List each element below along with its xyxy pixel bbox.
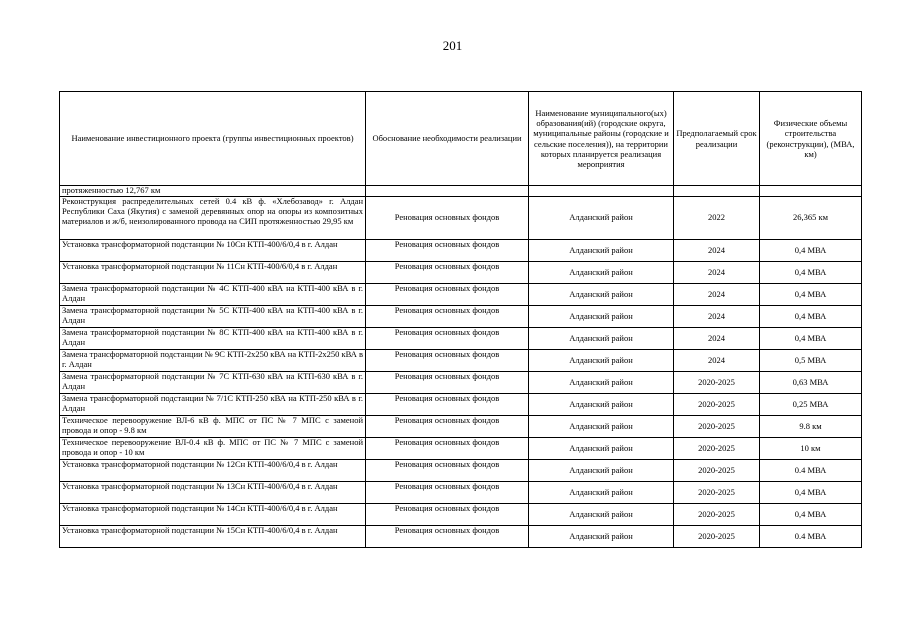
municipality: Алданский район: [529, 416, 674, 438]
term: 2020-2025: [674, 504, 760, 526]
term: 2020-2025: [674, 482, 760, 504]
volume: 0,4 МВА: [760, 482, 862, 504]
municipality: Алданский район: [529, 526, 674, 548]
volume: 0,4 МВА: [760, 328, 862, 350]
term: 2024: [674, 240, 760, 262]
justification: Реновация основных фондов: [366, 197, 529, 240]
project-name: Установка трансформаторной подстанции № 15Сн КТП-400/6/0,4 в г. Алдан: [60, 526, 366, 548]
table-row: [60, 394, 862, 416]
table-row: [60, 328, 862, 350]
municipality: Алданский район: [529, 284, 674, 306]
term: 2020-2025: [674, 526, 760, 548]
volume: 26,365 км: [760, 197, 862, 240]
municipality: Алданский район: [529, 438, 674, 460]
justification: Реновация основных фондов: [366, 328, 529, 350]
table-row: [60, 526, 862, 548]
volume: 10 км: [760, 438, 862, 460]
municipality: Алданский район: [529, 482, 674, 504]
page-number: 201: [442, 38, 463, 53]
table-row: [60, 197, 862, 240]
table-header-row: [60, 92, 862, 186]
volume: 0,4 МВА: [760, 504, 862, 526]
municipality: Алданский район: [529, 262, 674, 284]
municipality: Алданский район: [529, 350, 674, 372]
continuation-cell: протяженностью 12,767 км: [60, 186, 366, 197]
term: 2022: [674, 197, 760, 240]
municipality: Алданский район: [529, 394, 674, 416]
table-row: [60, 482, 862, 504]
header-term: Предполагаемый срок реализации: [674, 92, 760, 186]
municipality: Алданский район: [529, 328, 674, 350]
table-row: [60, 504, 862, 526]
table-row: [60, 460, 862, 482]
justification: Реновация основных фондов: [366, 306, 529, 328]
volume: 0.4 МВА: [760, 526, 862, 548]
header-justification: Обоснование необходимости реализации: [366, 92, 529, 186]
justification: Реновация основных фондов: [366, 350, 529, 372]
table-row: [60, 350, 862, 372]
project-name: Реконструкция распределительных сетей 0.4 кВ ф. «Хлебозавод» г. Алдан Республики Саха (Якутия) с заменой деревянных опор на опоры из композитных материалов и ж/б, неизолированного провода на СИП протяженностью 29,95 км: [60, 197, 366, 240]
term: 2020-2025: [674, 416, 760, 438]
investment-projects-table: [59, 91, 862, 548]
municipality: Алданский район: [529, 460, 674, 482]
table-row: [60, 240, 862, 262]
table-row: [60, 262, 862, 284]
project-name: Установка трансформаторной подстанции № 13Сн КТП-400/6/0,4 в г. Алдан: [60, 482, 366, 504]
project-name: Замена трансформаторной подстанции № 7/1С КТП-250 кВА на КТП-250 кВА в г. Алдан: [60, 394, 366, 416]
table-row: [60, 438, 862, 460]
volume: 0,4 МВА: [760, 240, 862, 262]
project-name: Замена трансформаторной подстанции № 8С КТП-400 кВА на КТП-400 кВА в г. Алдан: [60, 328, 366, 350]
volume: 0,25 МВА: [760, 394, 862, 416]
justification: Реновация основных фондов: [366, 438, 529, 460]
municipality: Алданский район: [529, 197, 674, 240]
term: 2020-2025: [674, 372, 760, 394]
term: 2024: [674, 350, 760, 372]
table-row: [60, 372, 862, 394]
justification: Реновация основных фондов: [366, 416, 529, 438]
volume: 0,5 МВА: [760, 350, 862, 372]
municipality: Алданский район: [529, 306, 674, 328]
volume: 0.4 МВА: [760, 460, 862, 482]
header-municipality: Наименование муниципального(ых) образования(ий) (городские округа, муниципальные районы (городские и сельские поселения)), на территории которых планируется реализация мероприятия: [529, 92, 674, 186]
table-row: [60, 306, 862, 328]
project-name: Техническое перевооружение ВЛ-6 кВ ф. МПС от ПС № 7 МПС с заменой провода и опор - 9.8 км: [60, 416, 366, 438]
term: 2024: [674, 262, 760, 284]
project-name: Установка трансформаторной подстанции № 12Сн КТП-400/6/0,4 в г. Алдан: [60, 460, 366, 482]
term: 2024: [674, 284, 760, 306]
volume: 9.8 км: [760, 416, 862, 438]
project-name: Техническое перевооружение ВЛ-0.4 кВ ф. МПС от ПС № 7 МПС с заменой провода и опор - 10 км: [60, 438, 366, 460]
justification: Реновация основных фондов: [366, 460, 529, 482]
project-name: Замена трансформаторной подстанции № 7С КТП-630 кВА на КТП-630 кВА в г. Алдан: [60, 372, 366, 394]
volume: 0,63 МВА: [760, 372, 862, 394]
municipality: Алданский район: [529, 240, 674, 262]
table-row: [60, 284, 862, 306]
justification: Реновация основных фондов: [366, 372, 529, 394]
volume: 0,4 МВА: [760, 262, 862, 284]
volume: 0,4 МВА: [760, 284, 862, 306]
project-name: Замена трансформаторной подстанции № 9С КТП-2х250 кВА на КТП-2х250 кВА в г. Алдан: [60, 350, 366, 372]
justification: Реновация основных фондов: [366, 240, 529, 262]
header-project: Наименование инвестиционного проекта (группы инвестиционных проектов): [60, 92, 366, 186]
project-name: Установка трансформаторной подстанции № 14Сн КТП-400/6/0,4 в г. Алдан: [60, 504, 366, 526]
justification: Реновация основных фондов: [366, 504, 529, 526]
volume: 0,4 МВА: [760, 306, 862, 328]
justification: Реновация основных фондов: [366, 284, 529, 306]
project-name: Установка трансформаторной подстанции № 11Сн КТП-400/6/0,4 в г. Алдан: [60, 262, 366, 284]
municipality: Алданский район: [529, 504, 674, 526]
header-volume: Физические объемы строительства (реконструкции), (МВА, км): [760, 92, 862, 186]
term: 2020-2025: [674, 438, 760, 460]
justification: Реновация основных фондов: [366, 482, 529, 504]
table-row-continuation: [60, 186, 862, 197]
justification: Реновация основных фондов: [366, 526, 529, 548]
project-name: Замена трансформаторной подстанции № 5С КТП-400 кВА на КТП-400 кВА в г. Алдан: [60, 306, 366, 328]
term: 2024: [674, 328, 760, 350]
justification: Реновация основных фондов: [366, 262, 529, 284]
justification: Реновация основных фондов: [366, 394, 529, 416]
project-name: Установка трансформаторной подстанции № 10Сн КТП-400/6/0,4 в г. Алдан: [60, 240, 366, 262]
table-row: [60, 416, 862, 438]
term: 2020-2025: [674, 394, 760, 416]
term: 2024: [674, 306, 760, 328]
project-name: Замена трансформаторной подстанции № 4С КТП-400 кВА на КТП-400 кВА в г. Алдан: [60, 284, 366, 306]
municipality: Алданский район: [529, 372, 674, 394]
term: 2020-2025: [674, 460, 760, 482]
